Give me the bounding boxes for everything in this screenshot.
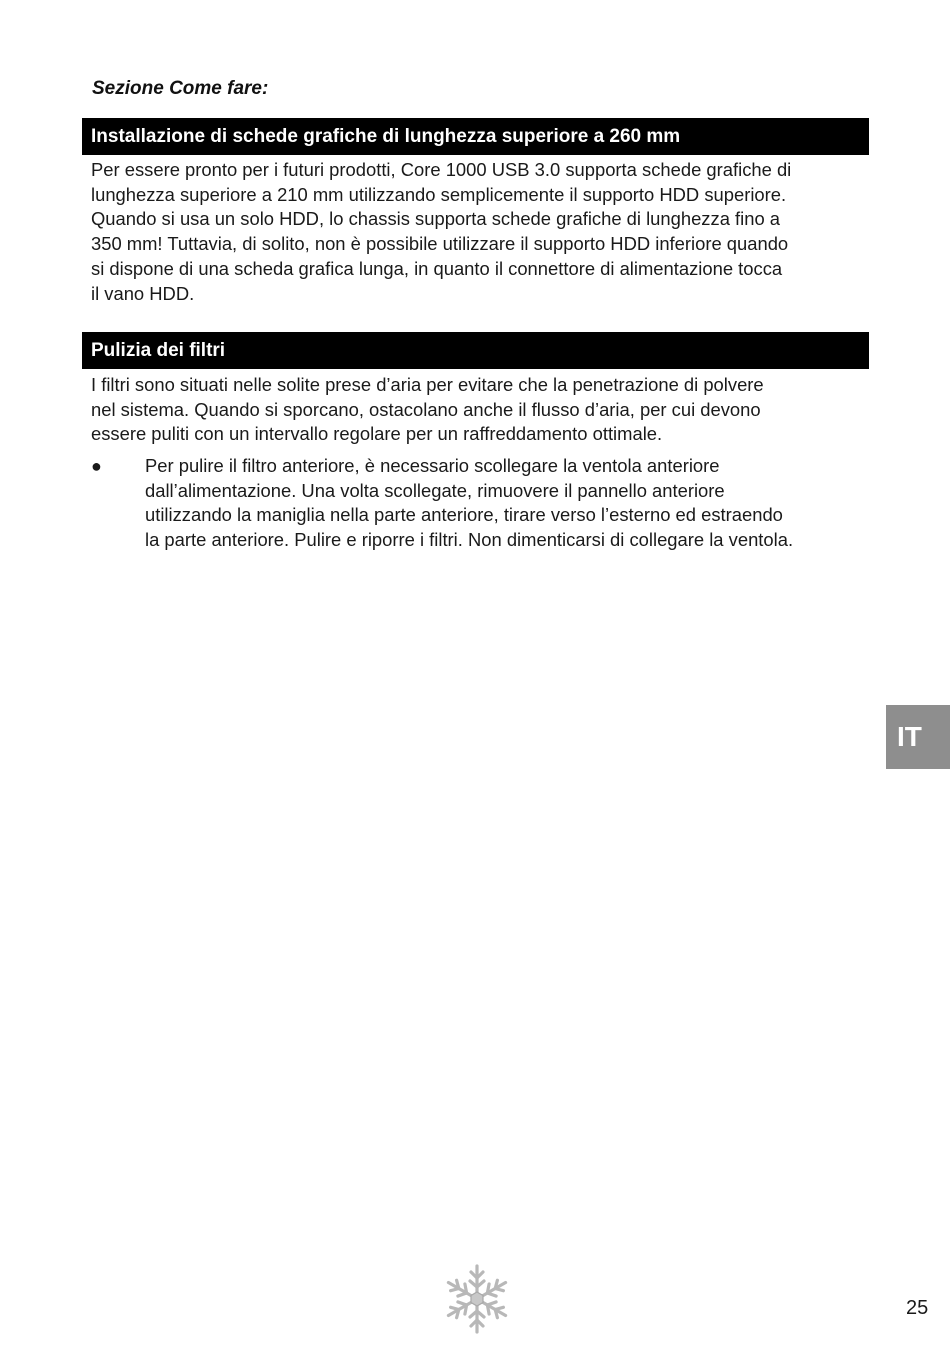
paragraph-line: nel sistema. Quando si sporcano, ostacolano anche il flusso d’aria, per cui devono [91, 398, 761, 420]
bullet-line: dall’alimentazione. Una volta scollegate, rimuovere il pannello anteriore [145, 479, 725, 501]
bullet-line: Per pulire il filtro anteriore, è necessario scollegare la ventola anteriore [145, 455, 720, 476]
paragraph-line: il vano HDD. [91, 282, 195, 304]
paragraph-line: si dispone di una scheda grafica lunga, in quanto il connettore di alimentazione tocca [91, 257, 783, 279]
section-title-graphics-cards: Installazione di schede grafiche di lunghezza superiore a 260 mm [82, 118, 869, 155]
section-paragraph-graphics-cards [91, 158, 881, 306]
bullet-icon: ● [91, 456, 102, 476]
paragraph-line: essere puliti con un intervallo regolare per un raffreddamento ottimale. [91, 423, 663, 445]
language-tab: IT [886, 705, 950, 769]
paragraph-line: Per essere pronto per i futuri prodotti, Core 1000 USB 3.0 supporta schede grafiche di [91, 159, 792, 180]
page-number: 25 [906, 1297, 929, 1319]
paragraph-line: Quando si usa un solo HDD, lo chassis supporta schede grafiche di lunghezza fino a [91, 208, 781, 230]
bullet-line: utilizzando la maniglia nella parte anteriore, tirare verso l’esterno ed estraendo [145, 504, 783, 526]
paragraph-line: I filtri sono situati nelle solite prese d’aria per evitare che la penetrazione di polvere [91, 374, 764, 395]
paragraph-line: lunghezza superiore a 210 mm utilizzando semplicemente il supporto HDD superiore. [91, 183, 787, 205]
bullet-text [145, 454, 875, 553]
bullet-line: la parte anteriore. Pulire e riporre i filtri. Non dimenticarsi di collegare la ventola. [145, 529, 794, 551]
paragraph-line: 350 mm! Tuttavia, di solito, non è possibile utilizzare il supporto HDD inferiore quando [91, 233, 789, 255]
snowflake-icon [440, 1262, 514, 1336]
page-heading: Sezione Come fare: [92, 78, 269, 99]
section-paragraph-filter-cleaning [91, 373, 881, 447]
section-title-filter-cleaning: Pulizia dei filtri [82, 332, 869, 369]
